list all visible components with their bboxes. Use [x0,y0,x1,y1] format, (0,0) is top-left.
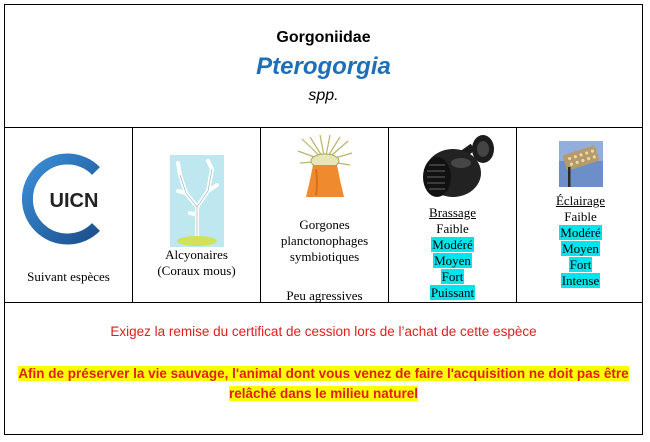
iucn-logo [18,149,118,249]
type-cell [132,127,260,302]
iucn-logo-text: UICN [49,190,99,212]
type-line1: Alcyonaires [165,247,228,262]
flow-cell [388,127,516,302]
species-header [5,5,642,128]
flow-level-4: Fort [441,269,464,284]
light-level-5: Intense [561,273,600,288]
flow-title: Brassage [429,205,476,220]
species-name: spp. [308,87,339,104]
release-warning-line1: Afin de préserver la vie sauvage, l'animal dont vous venez de faire l'acquisition ne doit pas être [18,366,629,381]
aquarium-lamp-icon [559,141,603,187]
soft-coral-icon [170,155,224,247]
feeding-cell [260,127,388,302]
flow-level-5: Puissant [430,285,475,300]
flow-level-1: Faible [436,221,469,236]
iucn-caption: Suivant espèces [27,269,110,284]
planktivore-gorgonian-icon [296,135,354,201]
genus-name: Pterogorgia [256,53,391,80]
feeding-line1: Gorgones [299,217,350,232]
feeding-line3: symbiotiques [289,249,360,264]
type-line2: (Coraux mous) [157,263,236,278]
light-level-3: Moyen [562,241,599,256]
feeding-line2: planctonophages [280,233,369,248]
species-sheet [4,4,643,435]
light-level-4: Fort [569,257,592,272]
footer-notice [5,302,642,436]
flow-level-2: Modéré [432,237,473,252]
behaviour-text: Peu agressives [286,288,363,303]
iucn-cell [5,127,132,302]
light-title: Éclairage [555,193,606,208]
flow-level-3: Moyen [434,253,471,268]
wavemaker-pump-icon [415,131,495,203]
light-level-2: Modéré [560,225,601,240]
family-name: Gorgoniidae [276,29,371,46]
light-level-1: Faible [564,209,597,224]
release-warning-line2: relâché dans le milieu naturel [228,386,419,401]
light-cell [516,127,644,302]
release-warning [5,364,642,404]
info-row [5,127,642,303]
cession-certificate-notice: Exigez la remise du certificat de cession lors de l’achat de cette espèce [110,324,537,339]
